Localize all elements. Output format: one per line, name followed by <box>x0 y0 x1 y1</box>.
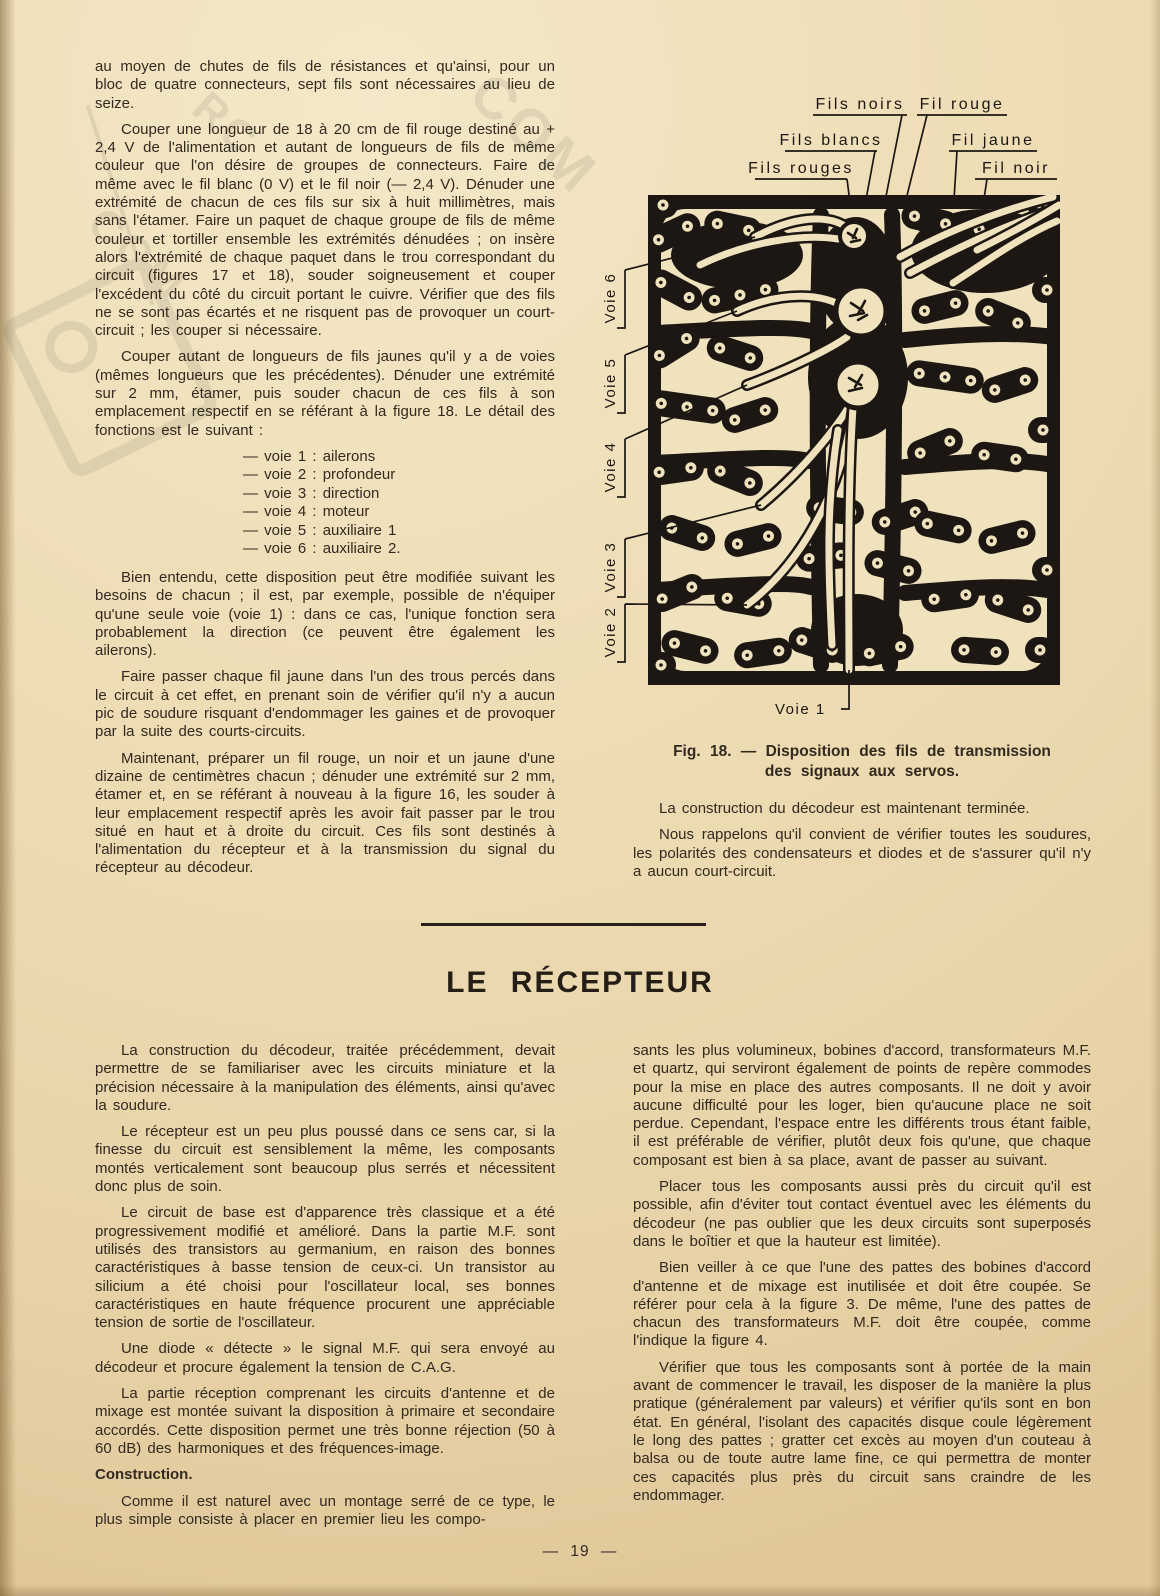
fig18-pcb-diagram <box>595 85 1115 735</box>
paragraph: La partie réception comprenant les circuits d'antenne et de mixage est montée suivant la disposition à primaire et secondaire accordés. Cette disposition permet une très bonne réjection (50 à 60 dB) des harmoniques et des fréquences-image. <box>95 1385 555 1457</box>
watermark-text: COM <box>457 60 611 207</box>
label-fils-rouges: Fils rouges <box>748 160 854 177</box>
caption-line: des signaux aux servos. <box>764 763 960 780</box>
list-item: — voie 1 : ailerons <box>243 447 376 465</box>
label-voie-6: Voie 6 <box>602 272 619 324</box>
paragraph: Placer tous les composants aussi près du circuit qu'il est possible, afin d'éviter tout contact éventuel avec les éléments du décodeur (ne pas oublier que les deux circuits sont superposés dans le boîtier et que la hauteur est limitée). <box>633 1178 1091 1250</box>
figure-wire-labels <box>748 96 1050 177</box>
paragraph: au moyen de chutes de fils de résistances et qu'ainsi, pour un bloc de quatre connecteurs, sept fils sont nécessaires au lieu de seize. <box>95 58 555 112</box>
list-item: — voie 3 : direction <box>243 484 380 502</box>
paragraph: Maintenant, préparer un fil rouge, un noir et un jaune d'une dizaine de centimètres chacun ; dénuder une extrémité sur 2 mm, étamer et, en se référant à nouveau à la figure 16, les souder à leur emplacement respectif après les avoir fait passer par le trou situé en haut et à droite du circuit. Ces fils sont destinés à l'alimentation du récepteur et à la transmission du signal du récepteur au décodeur. <box>95 749 555 877</box>
paragraph: Vérifier que tous les composants sont à portée de la main avant de commencer le travail, les disposer de la manière la plus pratique (généralement par valeurs) et vérifier qu'ils sont en bon état. En général, l'isolant des capacités disque coule légèrement le long des pattes ; gratter cet excès au moyen d'un couteau à balsa ou de toute autre lame fine, ce qui permettra de monter ces capacités plus près du circuit sans craindre de les endommager. <box>633 1358 1091 1504</box>
label-fils-noirs: Fils noirs <box>815 96 905 113</box>
list-item: — voie 4 : moteur <box>243 503 370 521</box>
label-voie-5: Voie 5 <box>602 357 619 409</box>
page-edge-shadow-bottom <box>0 1584 1160 1596</box>
label-fil-noir: Fil noir <box>981 160 1051 177</box>
paragraph: Le circuit de base est d'apparence très classique et a été progressivement modifié et amélioré. Dans la partie M.F. sont utilisés des transistors au germanium, en raison des bonnes caractéristiques à basse tension de ceux-ci. Un transistor au silicium a été choisi pour l'oscillateur local, ses bonnes caractéristiques en haute fréquence procurent une appréciable tension de sortie de l'oscillateur. <box>95 1204 555 1332</box>
paragraph: Couper une longueur de 18 à 20 cm de fil rouge destiné au + 2,4 V de l'alimentation et autant de longueurs de fils de même couleur que l'on désire de groupes de connecteurs. Faire de même avec le fil blanc (0 V) et le fil noir (— 2,4 V). Dénuder une extrémité de chacun de ces fils sur six à huit millimètres, mais sans l'étamer. Faire un paquet de chaque groupe de fils de même couleur et tortiller ensemble les extrémités dénudées ; on insère alors l'extrémité de chaque paquet dans le trou correspondant du circuit (figures 17 et 18), souder soigneusement et couper l'excédent du côté du circuit portant le cuivre. Vérifier que des fils ne se sont pas écartés et ne risquent pas de provoquer un court-circuit ; les couper si nécessaire. <box>95 120 555 340</box>
section-title: LE RÉCEPTEUR <box>446 966 714 999</box>
paragraph: La construction du décodeur est maintenant terminée. <box>659 800 1030 817</box>
label-fils-blancs: Fils blancs <box>779 132 883 149</box>
label-voie-2: Voie 2 <box>602 606 619 658</box>
pcb-board <box>641 192 1062 685</box>
figure-caption <box>633 742 1091 782</box>
paragraph: sants les plus volumineux, bobines d'accord, transformateurs M.F. et quartz, qui serviront également de points de repère commodes pour la mise en place des autres composants. Il ne doit y avoir aucune difficulté pour les loger, bien qu'aucune place ne soit perdue. Cependant, l'espace entre les différents trous étant faible, il est préférable de vérifier, plutôt deux fois qu'une, que chaque composant est bien à sa place, avant de passer au suivant. <box>633 1042 1091 1169</box>
voie-function-list <box>243 448 555 559</box>
paragraph: Comme il est naturel avec un montage serré de ce type, le plus simple consiste à placer en premier lieu les compo- <box>95 1492 555 1528</box>
column-top-left <box>95 58 555 886</box>
paragraph: Nous rappelons qu'il convient de vérifier toutes les soudures, les polarités des condensateurs et diodes et de s'assurer qu'il n'y a aucun court-circuit. <box>633 826 1091 880</box>
page-edge-shadow-right <box>1150 0 1160 1596</box>
watermark-text: COM <box>78 198 197 312</box>
caption-line: Fig. 18. — Disposition des fils de transmission <box>673 743 1051 760</box>
construction-heading: Construction. <box>95 1466 193 1484</box>
label-voie-4: Voie 4 <box>602 441 619 493</box>
column-bottom-right <box>633 1042 1091 1513</box>
paragraph: La construction du décodeur, traitée précédemment, devait permettre de se familiariser avec les circuits miniature et la précision nécessaire à la manipulation des éléments, ainsi qu'avec la soudure. <box>95 1042 555 1114</box>
label-fil-rouge: Fil rouge <box>919 96 1005 113</box>
page-edge-shadow-left <box>0 0 16 1596</box>
list-item: — voie 6 : auxiliaire 2. <box>243 540 401 558</box>
paragraph: Couper autant de longueurs de fils jaunes qu'il y a de voies (mêmes longueurs que les précédentes). Dénuder une extrémité sur 2 mm, étamer, puis souder chacun de ces fils à son emplacement respectif en se référant à la figure 18. Le détail des fonctions est le suivant : <box>95 348 555 439</box>
label-fil-jaune: Fil jaune <box>951 132 1035 149</box>
page-number: — 19 — <box>542 1543 618 1560</box>
label-voie-3: Voie 3 <box>602 541 619 593</box>
watermark-text: RC <box>183 82 270 167</box>
paragraph: Bien veiller à ce que l'une des pattes des bobines d'accord d'antenne et de mixage est inutilisée et doit être coupée. Se référer pour cela à la figure 3. De même, l'une des pattes de chacun des transformateurs M.F. doit être coupée, comme l'indique la figure 4. <box>633 1259 1091 1350</box>
paragraph: Bien entendu, cette disposition peut être modifiée suivant les besoins de chacun ; il est, par exemple, possible de n'équiper qu'une seule voie (voie 1) : dans ce cas, l'unique fonction sera probablement la direction (ce peuvent être également les ailerons). <box>95 568 555 660</box>
list-item: — voie 2 : profondeur <box>243 466 396 484</box>
list-item: — voie 5 : auxiliaire 1 <box>243 521 397 539</box>
column-top-right <box>633 800 1091 889</box>
section-divider-rule <box>421 923 706 926</box>
column-bottom-left <box>95 1042 555 1537</box>
paragraph: Une diode « détecte » le signal M.F. qui sera envoyé au décodeur et procure également la tension de C.A.G. <box>95 1340 555 1376</box>
paragraph: Faire passer chaque fil jaune dans l'un des trous percés dans le circuit à cet effet, en prenant soin de vérifier qu'il n'y a aucun pic de soudure risquant d'endommager les gaines et de provoquer par la suite des courts-circuits. <box>95 668 555 741</box>
paragraph: Le récepteur est un peu plus poussé dans ce sens car, si la finesse du circuit est sensiblement la même, les composants montés verticalement sont beaucoup plus serrés et nécessitent donc plus de soin. <box>95 1123 555 1196</box>
label-voie-1: Voie 1 <box>775 701 826 718</box>
